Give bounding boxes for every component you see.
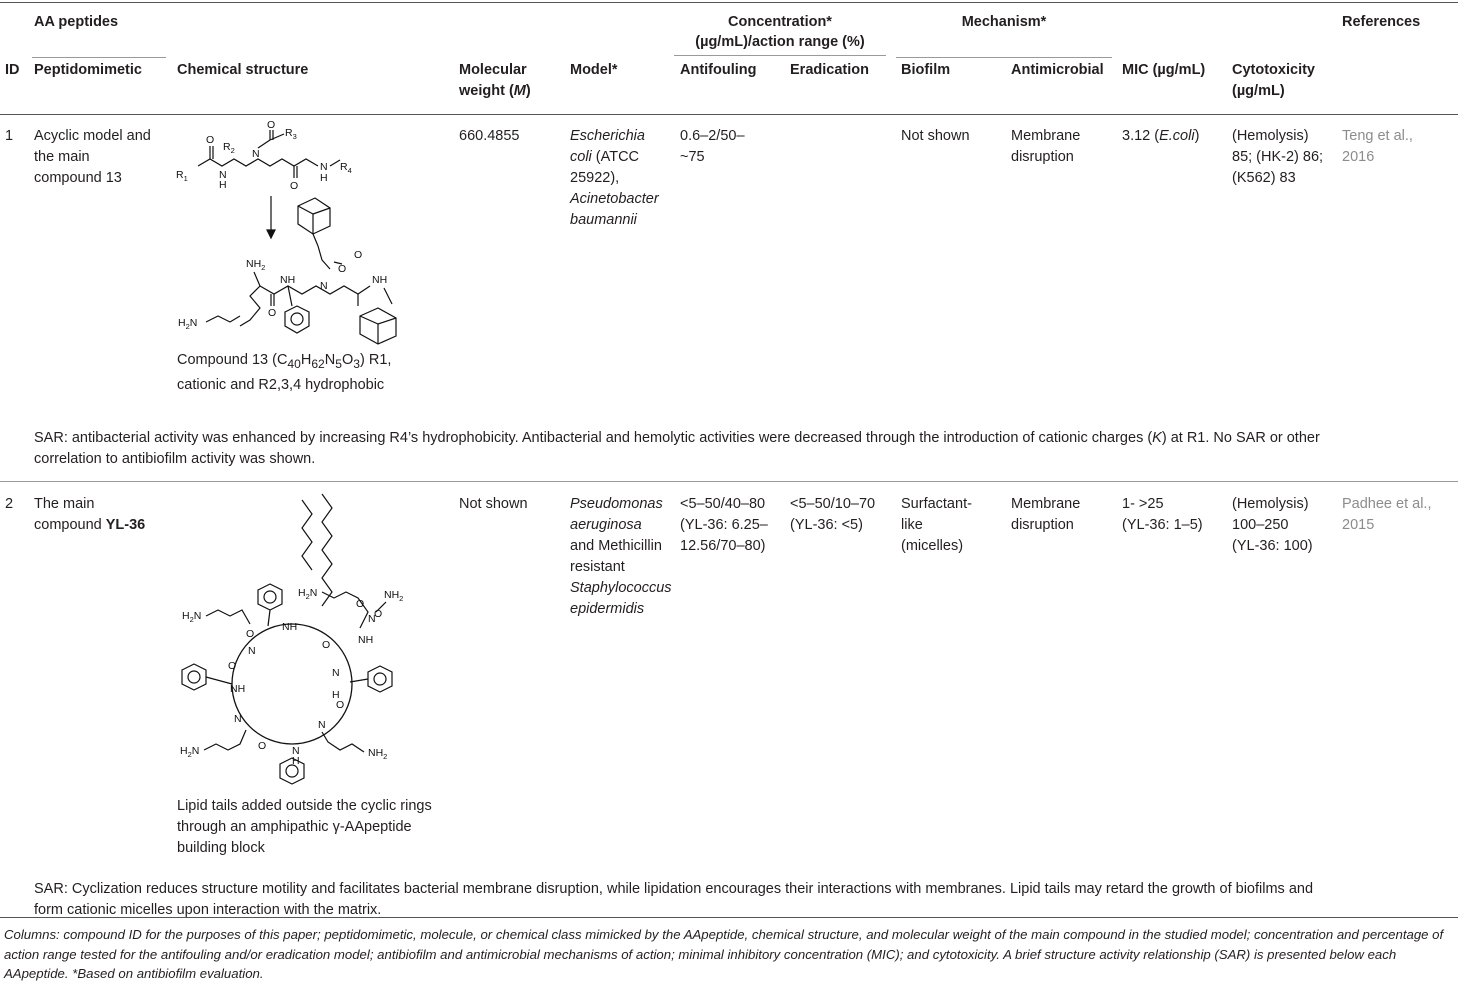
header-bottom-rule xyxy=(0,114,1458,115)
structure-label-n: N xyxy=(368,613,376,625)
row1-structure-caption-line1: Compound 13 $(C_{40}H_{62}N_5O_3)$ R1, xyxy=(177,352,392,371)
structure-label-n: N xyxy=(318,719,326,731)
structure-label-n: N xyxy=(292,745,300,757)
structure-label-o: O xyxy=(258,740,267,752)
header-concentration xyxy=(674,12,886,52)
row1-peptidomimetic xyxy=(34,126,151,189)
row2-biofilm-line: (micelles) xyxy=(901,538,964,554)
row1-peptidomimetic-line: Acyclic model and xyxy=(34,128,151,144)
structure-label-nh2: $NH_2$ xyxy=(368,747,388,761)
col-mic: MIC (µg/mL) xyxy=(1122,62,1206,78)
structure-label-h: H xyxy=(320,172,328,184)
row2-molecular-weight: Not shown xyxy=(459,496,528,512)
row2-sar-line: form cationic micelles upon interaction with the matrix. xyxy=(34,902,382,918)
row1-antifouling-line: 0.6–2/50– xyxy=(680,128,745,144)
col-molecular-weight-line2: weight (M) xyxy=(459,83,531,99)
structure-label-nh: NH xyxy=(282,621,298,633)
structure-label-nh: NH xyxy=(280,274,296,286)
structure-label-h2n: $H_2N$ xyxy=(180,745,200,759)
structure-label-o: O xyxy=(338,263,347,275)
row1-sar-line2: correlation to antibiofilm activity was shown. xyxy=(34,451,316,467)
structure-label-o: O xyxy=(354,249,363,261)
row2-structure-caption-line: through an amphipathic γ-AApeptide xyxy=(177,819,412,835)
structure-label-o: O xyxy=(374,608,383,620)
row1-model-line: 25922), xyxy=(570,170,620,186)
row2-eradication-line: <5–50/10–70 xyxy=(790,496,876,512)
row1-peptidomimetic-line: compound 13 xyxy=(34,170,122,186)
row2-eradication xyxy=(790,494,875,536)
row2-biofilm-line: Surfactant- xyxy=(901,496,972,512)
col-id: ID xyxy=(5,62,20,78)
header-aa-peptides: AA peptides xyxy=(34,14,119,30)
structure-label-h: H xyxy=(292,755,300,767)
row2-reference[interactable] xyxy=(1342,494,1432,536)
structure-label-o: O xyxy=(290,180,299,192)
row1-mic: 3.12 (E.coli) xyxy=(1122,128,1200,144)
row1-molecular-weight: 660.4855 xyxy=(459,128,520,144)
row1-reference-line[interactable]: 2016 xyxy=(1342,149,1375,165)
row2-cytotoxicity xyxy=(1232,494,1313,557)
row1-structure-caption-line2: cationic and R2,3,4 hydrophobic xyxy=(177,376,385,393)
col-chemical-structure: Chemical structure xyxy=(177,62,309,78)
structure-label-nh: NH xyxy=(358,634,374,646)
row2-model-line: epidermidis xyxy=(570,601,645,617)
col-cytotoxicity xyxy=(1232,60,1315,102)
structure-label-nh2: $NH_2$ xyxy=(246,258,266,272)
row2-structure-caption-line: Lipid tails added outside the cyclic rings xyxy=(177,798,432,814)
row2-model-line: Staphylococcus xyxy=(570,580,672,596)
row1-id: 1 xyxy=(5,128,14,144)
row2-model xyxy=(570,494,672,620)
row2-model-line: Pseudomonas xyxy=(570,496,663,512)
structure-label-r3: $R_3$ xyxy=(285,127,297,141)
structure-label-o: O xyxy=(322,639,331,651)
structure-label-n: N xyxy=(252,148,260,160)
row2-eradication-line: (YL-36: <5) xyxy=(790,517,863,533)
col-cytotoxicity-line1: Cytotoxicity xyxy=(1232,62,1315,78)
structure-label-r2: $R_2$ xyxy=(223,141,235,155)
structure-label-nh: NH xyxy=(372,274,388,286)
structure-label-o: O xyxy=(246,628,255,640)
row2-sar-line: SAR: Cyclization reduces structure motility and facilitates bacterial membrane disruption, while lipidation encourages their interactions with membranes. Lipid tails may retard the growth of biofilms and xyxy=(34,881,1314,897)
structure-label-r1: $R_1$ xyxy=(176,169,188,183)
row2-antifouling xyxy=(680,494,768,557)
row1-cytotoxicity-line: (Hemolysis) xyxy=(1232,128,1309,144)
structure-label-o: O xyxy=(228,660,237,672)
header-concentration-line2: (µg/mL)/action range (%) xyxy=(695,34,865,50)
yl-36-structure xyxy=(172,492,442,792)
structure-label-h2n: $H_2N$ xyxy=(182,610,202,624)
structure-label-n: N xyxy=(320,161,328,173)
col-peptidomimetic: Peptidomimetic xyxy=(34,62,142,78)
col-model: Model* xyxy=(570,62,618,78)
compound-13-structure xyxy=(170,119,430,346)
structure-label-h: H xyxy=(219,179,227,191)
structure-label-o: O xyxy=(267,119,276,131)
row2-model-line: aeruginosa xyxy=(570,517,642,533)
structure-label-o: O xyxy=(356,598,365,610)
row1-reference[interactable] xyxy=(1342,126,1413,168)
row1-model-line: Acinetobacter xyxy=(570,191,659,207)
row2-mic-line: (YL-36: 1–5) xyxy=(1122,517,1203,533)
concentration-rule xyxy=(674,55,886,56)
row2-biofilm-line: like xyxy=(901,517,923,533)
header-concentration-line1: Concentration* xyxy=(728,14,832,30)
aa-peptides-rule xyxy=(32,57,166,58)
structure-label-o: O xyxy=(268,307,277,319)
structure-label-n: N xyxy=(332,667,340,679)
row2-biofilm xyxy=(901,494,972,557)
row2-sar xyxy=(34,879,1444,921)
row2-antimicrobial-line: disruption xyxy=(1011,517,1074,533)
row1-antimicrobial-line: Membrane xyxy=(1011,128,1081,144)
row1-cytotoxicity-line: (K562) 83 xyxy=(1232,170,1296,186)
row1-sar xyxy=(34,428,1444,470)
header-references: References xyxy=(1342,14,1421,30)
header-mechanism: Mechanism* xyxy=(961,14,1047,30)
row1-antifouling xyxy=(680,126,745,168)
row2-reference-line[interactable]: Padhee et al., xyxy=(1342,496,1432,512)
row2-mic-line: 1- >25 xyxy=(1122,496,1164,512)
row1-peptidomimetic-line: the main xyxy=(34,149,90,165)
row1-cytotoxicity-line: 85; (HK-2) 86; xyxy=(1232,149,1324,165)
row2-structure-caption xyxy=(177,796,432,859)
row2-mic xyxy=(1122,494,1203,536)
row2-cytotoxicity-line: 100–250 xyxy=(1232,517,1289,533)
table-caption: Columns: compound ID for the purposes of this paper; peptidomimetic, molecule, or chemical class mimicked by the AApeptide, chemical structure, and molecular weight of the main compound in the studied model; concentration and percentage of action range tested for the antifouling and/or eradication model; antibiofilm and antimicrobial mechanisms of action; minimal inhibitory concentration (MIC); and cytotoxicity. A brief structure activity relationship (SAR) is presented below each AApeptide. *Based on antibiofilm evaluation. xyxy=(4,927,1444,981)
row2-peptidomimetic-line: The main xyxy=(34,496,95,512)
row2-antifouling-line: 12.56/70–80) xyxy=(680,538,766,554)
col-eradication: Eradication xyxy=(790,62,869,78)
structure-label-nh2: $NH_2$ xyxy=(384,589,404,603)
structure-label-n: N xyxy=(248,645,256,657)
col-molecular-weight-line1: Molecular xyxy=(459,62,527,78)
row2-cytotoxicity-line: (Hemolysis) xyxy=(1232,496,1309,512)
structure-label-o: O xyxy=(206,134,215,146)
row1-model-line: baumannii xyxy=(570,212,637,228)
structure-label-n: N xyxy=(234,713,242,725)
structure-label-o: O xyxy=(336,699,345,711)
row2-model-line: and Methicillin xyxy=(570,538,662,554)
row1-structure-caption xyxy=(177,350,391,396)
row-divider xyxy=(0,481,1458,482)
row2-peptidomimetic-line: compound YL-36 xyxy=(34,517,146,533)
col-biofilm: Biofilm xyxy=(901,62,951,78)
row2-reference-line[interactable]: 2015 xyxy=(1342,517,1375,533)
structure-label-h2n: $H_2N$ xyxy=(178,317,198,331)
row2-peptidomimetic xyxy=(34,494,145,536)
row2-id: 2 xyxy=(5,496,14,512)
table-top-rule xyxy=(0,2,1458,3)
structure-label-r4: $R_4$ xyxy=(340,161,352,175)
col-antifouling: Antifouling xyxy=(680,62,757,78)
structure-label-h: H xyxy=(332,689,340,701)
structure-label-n: N xyxy=(219,169,227,181)
col-antimicrobial: Antimicrobial xyxy=(1011,62,1104,78)
row2-model-line: resistant xyxy=(570,559,625,575)
row1-model xyxy=(570,126,659,231)
row2-antimicrobial-line: Membrane xyxy=(1011,496,1081,512)
row2-antimicrobial xyxy=(1011,494,1080,536)
row1-sar-line1: SAR: antibacterial activity was enhanced by increasing R4’s hydrophobicity. Antibacterial and hemolytic activities were decreased through the introduction of cationic charges (K) at R1. No SAR or other xyxy=(34,430,1320,446)
mechanism-rule xyxy=(896,57,1112,58)
row1-model-line: Escherichia xyxy=(570,128,645,144)
structure-label-n: N xyxy=(320,280,328,292)
col-molecular-weight xyxy=(459,60,531,102)
row2-structure-caption-line: building block xyxy=(177,840,265,856)
row1-antimicrobial xyxy=(1011,126,1080,168)
structure-label-h2n: $H_2N$ xyxy=(298,587,318,601)
row1-antifouling-line: ~75 xyxy=(680,149,705,165)
row1-antimicrobial-line: disruption xyxy=(1011,149,1074,165)
row1-biofilm: Not shown xyxy=(901,128,970,144)
row1-reference-line[interactable]: Teng et al., xyxy=(1342,128,1413,144)
row2-antifouling-line: (YL-36: 6.25– xyxy=(680,517,768,533)
row2-antifouling-line: <5–50/40–80 xyxy=(680,496,766,512)
row1-model-line: coli (ATCC xyxy=(570,149,640,165)
structure-label-nh: NH xyxy=(230,683,246,695)
row2-cytotoxicity-line: (YL-36: 100) xyxy=(1232,538,1313,554)
col-cytotoxicity-line2: (µg/mL) xyxy=(1232,83,1285,99)
row1-cytotoxicity xyxy=(1232,126,1323,189)
